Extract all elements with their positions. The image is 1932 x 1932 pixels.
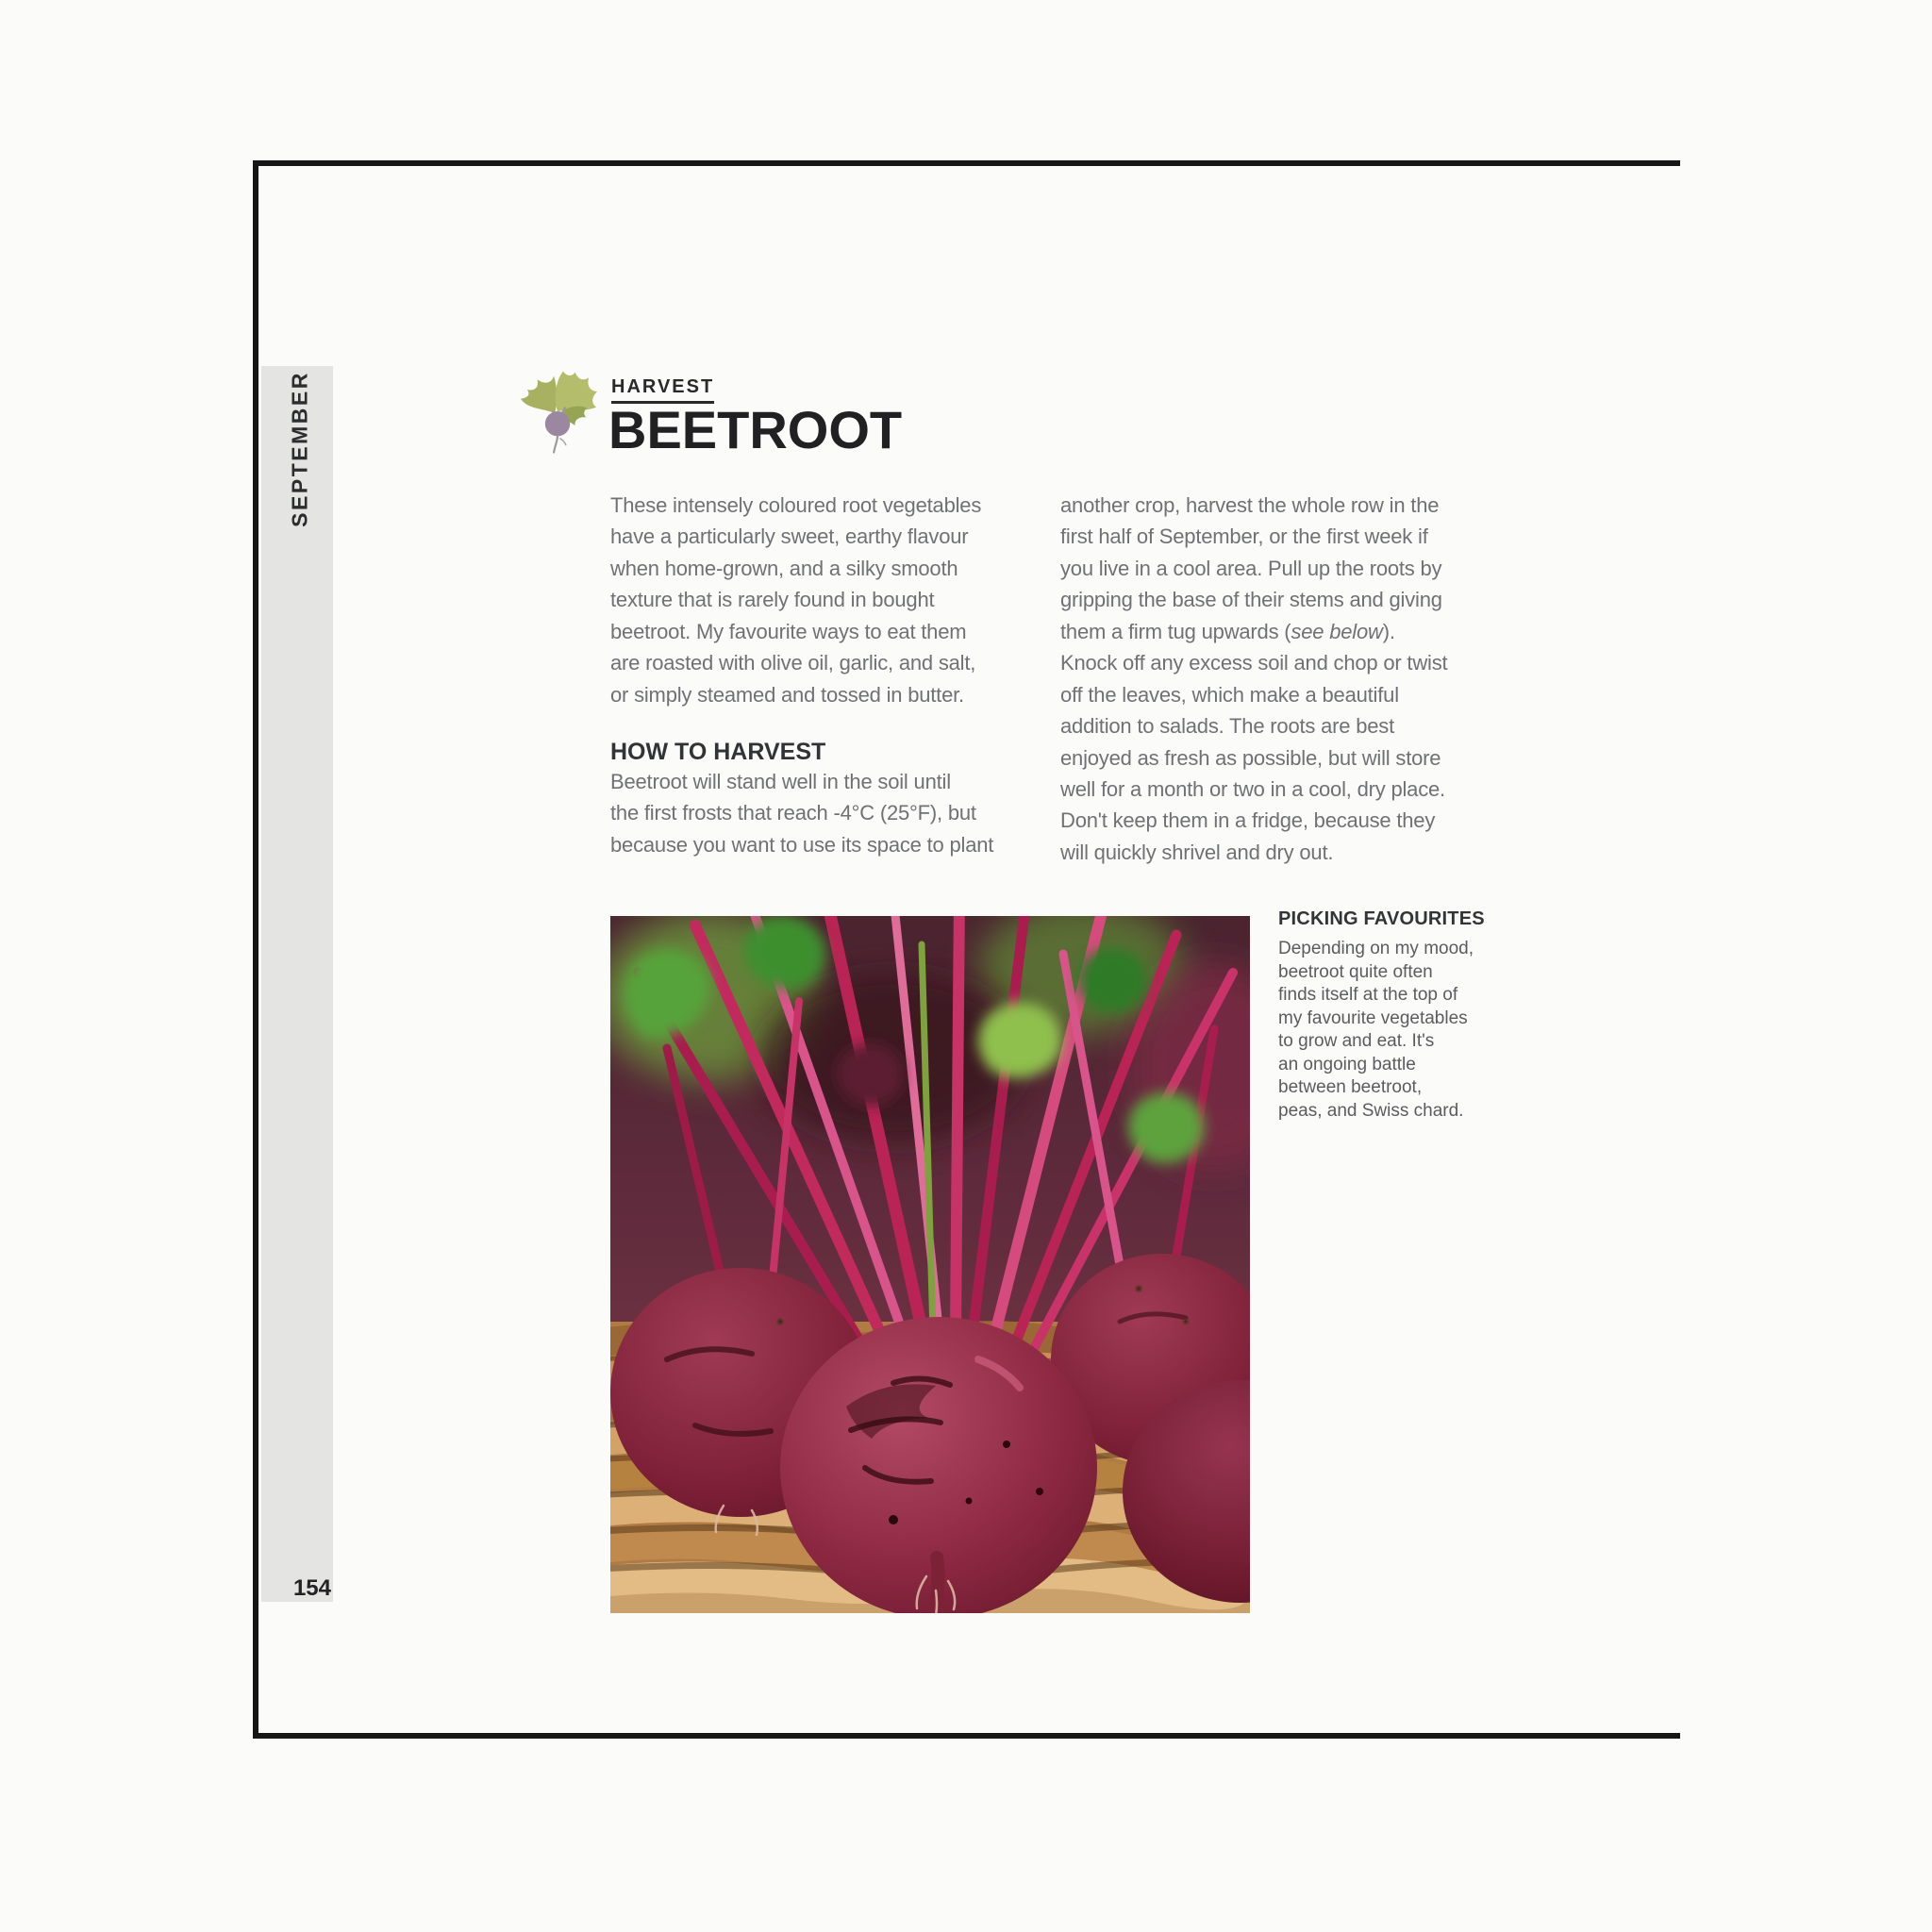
text-line: them a firm tug upwards (see below). xyxy=(1060,619,1395,643)
section-kicker: HARVEST xyxy=(611,377,714,404)
text-line: Don't keep them in a fridge, because they xyxy=(1060,808,1436,833)
text-line: enjoyed as fresh as possible, but will store xyxy=(1060,745,1441,770)
text-line: will quickly shrivel and dry out. xyxy=(1060,840,1334,864)
text-line: Depending on my mood, xyxy=(1278,939,1474,958)
text-line: texture that is rarely found in bought xyxy=(610,588,935,612)
text-line: between beetroot, xyxy=(1278,1077,1423,1097)
text-line: are roasted with olive oil, garlic, and salt, xyxy=(610,651,976,675)
text-line: gripping the base of their stems and giving xyxy=(1060,588,1442,612)
text-line: beetroot quite often xyxy=(1278,961,1433,982)
text-line: an ongoing battle xyxy=(1278,1054,1416,1074)
text-line: to grow and eat. It's xyxy=(1278,1031,1435,1051)
text-line: Knock off any excess soil and chop or twist xyxy=(1060,651,1448,675)
page-frame-left xyxy=(253,160,258,1739)
note-heading: PICKING FAVOURITES xyxy=(1278,908,1485,929)
left-column-text xyxy=(610,766,1007,860)
beetroot-photo xyxy=(610,916,1250,1613)
page-number: 154 xyxy=(292,1575,331,1601)
month-label: SEPTEMBER xyxy=(287,371,312,527)
right-column-text xyxy=(1060,490,1481,868)
text-line: Beetroot will stand well in the soil until xyxy=(610,770,951,793)
text-line: These intensely coloured root vegetables xyxy=(610,493,982,517)
page-frame-top xyxy=(253,160,1680,166)
page-title: BEETROOT xyxy=(608,400,903,459)
text-line: because you want to use its space to plant xyxy=(610,832,994,857)
month-tab-strip xyxy=(261,366,333,1602)
beetroot-icon xyxy=(517,366,600,457)
text-line: peas, and Swiss chard. xyxy=(1278,1100,1464,1121)
text-line: beetroot. My favourite ways to eat them xyxy=(610,619,967,643)
text-line: the first frosts that reach -4°C (25°F), but xyxy=(610,801,976,825)
text-line: addition to salads. The roots are best xyxy=(1060,714,1394,739)
text-line: another crop, harvest the whole row in the xyxy=(1060,493,1440,517)
how-to-harvest-heading: HOW TO HARVEST xyxy=(610,739,826,765)
text-line: off the leaves, which make a beautiful xyxy=(1060,682,1399,707)
text-line: my favourite vegetables xyxy=(1278,1008,1468,1028)
text-line: well for a month or two in a cool, dry place. xyxy=(1060,776,1445,801)
text-line: finds itself at the top of xyxy=(1278,985,1458,1005)
text-line: when home-grown, and a silky smooth xyxy=(610,556,958,580)
intro-paragraph xyxy=(610,490,1007,710)
page-frame-bottom xyxy=(253,1733,1680,1739)
picking-favourites-note xyxy=(1278,908,1495,1123)
text-line: have a particularly sweet, earthy flavour xyxy=(610,525,969,549)
note-body xyxy=(1278,938,1495,1123)
text-line: you live in a cool area. Pull up the roots by xyxy=(1060,556,1442,580)
text-line: or simply steamed and tossed in butter. xyxy=(610,682,964,707)
text-line: first half of September, or the first week if xyxy=(1060,525,1428,549)
